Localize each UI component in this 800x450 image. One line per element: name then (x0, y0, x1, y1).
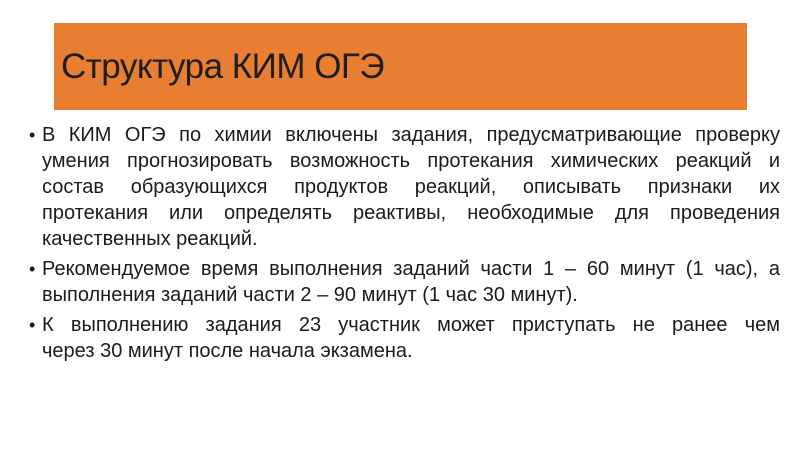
bullet-marker: • (29, 315, 36, 335)
bullet-text (42, 312, 780, 364)
bullet-line: через 30 минут после начала экзамена. (42, 340, 413, 362)
bullet-text (42, 122, 780, 252)
bullet-line: В КИМ ОГЭ по химии включены задания, предусматривающие проверку (42, 124, 780, 146)
bullet-line: состав образующихся продуктов реакций, описывать признаки их (42, 176, 780, 198)
bullet-marker: • (29, 259, 36, 279)
bullet-item (29, 256, 780, 308)
bullet-line: Рекомендуемое время выполнения заданий части 1 – 60 минут (1 час), а (42, 258, 780, 280)
bullet-line: протекания или определять реактивы, необходимые для проведения (42, 202, 780, 224)
page-title: Структура КИМ ОГЭ (61, 46, 385, 86)
bullet-line: выполнения заданий части 2 – 90 минут (1 час 30 минут). (42, 284, 578, 306)
slide-body (29, 122, 780, 368)
bullet-line: К выполнению задания 23 участник может приступать не ранее чем (42, 314, 780, 336)
bullet-line: качественных реакций. (42, 228, 258, 250)
bullet-text (42, 256, 780, 308)
bullet-marker: • (29, 125, 36, 145)
bullet-line: умения прогнозировать возможность протекания химических реакций и (42, 150, 780, 172)
bullet-item (29, 122, 780, 252)
bullet-item (29, 312, 780, 364)
title-banner (54, 23, 747, 110)
